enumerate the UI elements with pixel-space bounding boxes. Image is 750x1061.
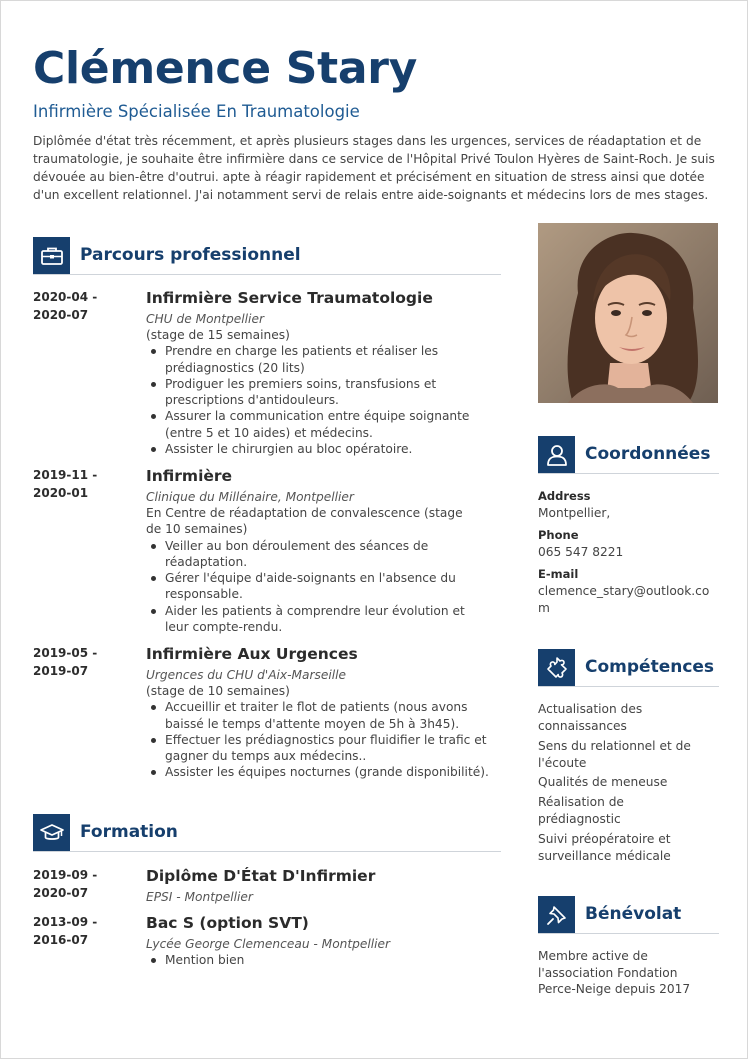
bullet-item: Prodiguer les premiers soins, transfusions et prescriptions d'antidouleurs. xyxy=(146,376,506,409)
entry-body xyxy=(146,466,506,635)
pin-icon xyxy=(538,896,575,933)
experience-entry xyxy=(33,288,503,458)
date-start: 2019-11 - xyxy=(33,468,98,482)
description-line: (stage de 15 semaines) xyxy=(146,328,290,342)
section-skills-heading xyxy=(538,649,719,689)
candidate-name: Clémence Stary xyxy=(33,43,418,94)
section-title: Parcours professionnel xyxy=(80,245,301,265)
entry-description xyxy=(146,505,506,538)
section-divider xyxy=(33,851,501,852)
section-experience-heading xyxy=(33,237,501,277)
date-start: 2020-04 - xyxy=(33,290,98,304)
experience-entry xyxy=(33,466,503,636)
summary-line: d'un excellent relationnel. J'ai notamment servi de relais entre aide-soignants et médecins lors de mes stages. xyxy=(33,188,709,202)
education-entry xyxy=(33,866,503,911)
experience-entry xyxy=(33,644,503,784)
bullet-item: Aider les patients à comprendre leur évolution et leur compte-rendu. xyxy=(146,603,506,636)
volunteer-description: Membre active de l'association Fondation Perce-Neige depuis 2017 xyxy=(538,949,691,996)
entry-body xyxy=(146,288,506,457)
bullet-item: Assister les équipes nocturnes (grande disponibilité). xyxy=(146,764,506,780)
entry-organization: EPSI - Montpellier xyxy=(146,890,253,904)
puzzle-icon xyxy=(538,649,575,686)
bullet-item: Assister le chirurgien au bloc opératoire. xyxy=(146,441,506,457)
bullet-item: Effectuer les prédiagnostics pour fluidifier le trafic et gagner du temps aux médecins.. xyxy=(146,732,506,765)
date-start: 2019-05 - xyxy=(33,646,98,660)
bullet-item: Mention bien xyxy=(146,952,506,968)
section-education-heading xyxy=(33,814,501,854)
description-line: (stage de 10 semaines) xyxy=(146,684,290,698)
entry-title: Infirmière xyxy=(146,467,233,485)
entry-dates xyxy=(33,644,133,680)
date-end: 2016-07 xyxy=(33,933,89,947)
section-divider xyxy=(33,274,501,275)
entry-dates xyxy=(33,288,133,324)
date-end: 2020-07 xyxy=(33,886,89,900)
address-label: Address xyxy=(538,489,591,503)
section-title: Coordonnées xyxy=(585,444,711,464)
skill-item: Actualisation des connaissances xyxy=(538,702,643,733)
entry-organization: Lycée George Clemenceau - Montpellier xyxy=(146,937,391,951)
entry-bullets xyxy=(146,538,506,636)
section-volunteer-heading xyxy=(538,896,719,936)
entry-body xyxy=(146,644,506,781)
entry-title: Bac S (option SVT) xyxy=(146,914,309,932)
bullet-item: Gérer l'équipe d'aide-soignants en l'absence du responsable. xyxy=(146,570,506,603)
description-line: de 10 semaines) xyxy=(146,522,248,537)
entry-title: Diplôme D'État D'Infirmier xyxy=(146,867,376,885)
skill-item: Qualités de meneuse xyxy=(538,775,668,789)
section-title: Compétences xyxy=(585,657,715,677)
entry-body xyxy=(146,866,506,905)
briefcase-icon xyxy=(33,237,70,274)
entry-organization: Urgences du CHU d'Aix-Marseille xyxy=(146,668,347,682)
entry-body xyxy=(146,913,506,968)
section-divider xyxy=(538,686,719,687)
entry-bullets xyxy=(146,699,506,780)
date-end: 2020-07 xyxy=(33,308,89,322)
entry-dates xyxy=(33,913,133,949)
email-label: E-mail xyxy=(538,567,579,581)
summary-line: dévouée au bien-être d'outrui. apte à réagir rapidement et précisément en situation de stress ainsi que dotée xyxy=(33,170,705,184)
date-start: 2013-09 - xyxy=(33,915,98,929)
entry-description xyxy=(146,327,506,343)
section-divider xyxy=(538,933,719,934)
entry-dates xyxy=(33,866,133,902)
user-icon xyxy=(538,436,575,473)
entry-bullets xyxy=(146,952,506,968)
section-contact-heading xyxy=(538,436,719,476)
date-end: 2019-07 xyxy=(33,664,89,678)
date-start: 2019-09 - xyxy=(33,868,98,882)
entry-dates xyxy=(33,466,133,502)
entry-title: Infirmière Aux Urgences xyxy=(146,645,358,663)
skill-item: Réalisation de prédiagnostic xyxy=(538,795,624,826)
email-value[interactable]: clemence_stary@outlook.co m xyxy=(538,584,710,615)
candidate-headline: Infirmière Spécialisée En Traumatologie xyxy=(33,102,360,121)
skill-item: Suivi préopératoire et surveillance médicale xyxy=(538,832,671,863)
bullet-item: Veiller au bon déroulement des séances de réadaptation. xyxy=(146,538,506,571)
phone-value: 065 547 8221 xyxy=(538,545,624,559)
description-line: En Centre de réadaptation de convalescence (stage xyxy=(146,506,463,520)
bullet-item: Assurer la communication entre équipe soignante (entre 5 et 10 aides) et médecins. xyxy=(146,408,506,441)
address-value: Montpellier, xyxy=(538,506,611,520)
bullet-item: Prendre en charge les patients et réaliser les prédiagnostics (20 lits) xyxy=(146,343,506,376)
entry-organization: CHU de Montpellier xyxy=(146,312,264,326)
summary-line: Diplômée d'état très récemment, et après plusieurs stages dans les urgences, services de réadaptation et de xyxy=(33,134,702,148)
date-end: 2020-01 xyxy=(33,486,89,500)
section-title: Formation xyxy=(80,822,178,842)
entry-description xyxy=(146,683,506,699)
section-divider xyxy=(538,473,719,474)
summary-line: traumatologie, je souhaite être infirmière dans ce service de l'Hôpital Privé Toulon Hyères de Saint-Roch. Je suis xyxy=(33,152,715,166)
education-entry xyxy=(33,913,503,973)
entry-bullets xyxy=(146,343,506,457)
bullet-item: Accueillir et traiter le flot de patients (nous avons baissé le temps d'attente moyen de 5h à 3h45). xyxy=(146,699,506,732)
entry-title: Infirmière Service Traumatologie xyxy=(146,289,433,307)
profile-photo xyxy=(538,223,718,403)
phone-label: Phone xyxy=(538,528,579,542)
section-title: Bénévolat xyxy=(585,904,682,924)
profile-summary xyxy=(33,132,721,204)
graduation-cap-icon xyxy=(33,814,70,851)
entry-organization: Clinique du Millénaire, Montpellier xyxy=(146,490,354,504)
skill-item: Sens du relationnel et de l'écoute xyxy=(538,739,691,770)
